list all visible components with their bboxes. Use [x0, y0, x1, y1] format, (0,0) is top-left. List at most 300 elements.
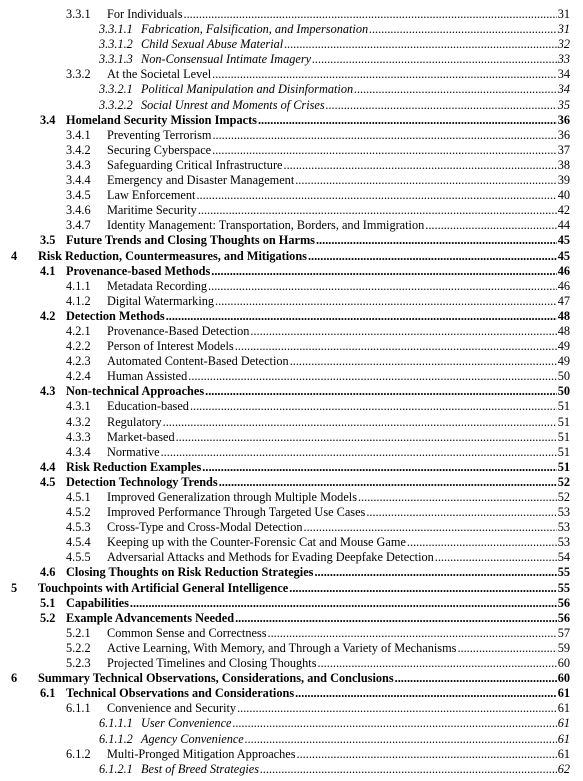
toc-title-leader [141, 82, 570, 97]
toc-dot-leader [304, 520, 570, 535]
toc-section-number: 6.1.2 [66, 746, 91, 761]
toc-title[interactable]: Technical Observations and Considerations [66, 686, 295, 701]
toc-page-number: 56 [557, 610, 570, 625]
toc-page-number: 33 [557, 52, 570, 67]
toc-page-number: 61 [557, 731, 570, 746]
toc-title[interactable]: Maritime Security [107, 203, 197, 218]
toc-title-leader [66, 686, 570, 701]
toc-entry[interactable] [0, 415, 583, 430]
toc-title[interactable]: Risk Reduction, Countermeasures, and Mitigations [38, 248, 307, 263]
toc-section-number: 5.2.3 [66, 656, 91, 671]
toc-title[interactable]: Normative [107, 444, 160, 459]
toc-title-leader [107, 550, 570, 565]
toc-title-leader [107, 294, 570, 309]
toc-entry[interactable] [0, 535, 583, 550]
toc-entry[interactable] [0, 505, 583, 520]
toc-dot-leader [326, 98, 570, 113]
toc-entry[interactable] [0, 22, 583, 37]
toc-section-number: 3.3.1.1 [99, 22, 133, 37]
toc-section-number: 4.5.3 [66, 520, 91, 535]
toc-dot-leader [395, 671, 570, 686]
toc-section-number: 6.1.1.2 [99, 731, 133, 746]
toc-title[interactable]: Market-based [107, 429, 175, 444]
toc-dot-leader [235, 339, 570, 354]
toc-page-number: 60 [557, 671, 570, 686]
toc-page-number: 49 [557, 339, 570, 354]
toc-title[interactable]: Automated Content-Based Detection [107, 354, 289, 369]
toc-entry[interactable] [0, 747, 583, 762]
toc-title[interactable]: Homeland Security Mission Impacts [66, 112, 257, 127]
toc-dot-leader [211, 264, 570, 279]
toc-dot-leader [407, 535, 570, 550]
toc-section-number: 4.3.2 [66, 414, 91, 429]
toc-page-number: 37 [557, 142, 570, 157]
toc-title[interactable]: Best of Breed Strategies [141, 761, 260, 776]
toc-title-leader [107, 143, 570, 158]
toc-title-leader [107, 747, 570, 762]
toc-entry[interactable] [0, 611, 583, 626]
toc-title-leader [66, 264, 570, 279]
toc-page-number: 55 [557, 580, 570, 595]
toc-title-leader [141, 716, 570, 731]
toc-title-leader [141, 22, 570, 37]
toc-section-number: 4.2 [40, 308, 56, 323]
toc-dot-leader [457, 641, 570, 656]
toc-title-leader [66, 565, 570, 580]
toc-title-leader [66, 384, 570, 399]
toc-page-number: 61 [557, 716, 570, 731]
toc-title[interactable]: Identity Management: Transportation, Borders, and Immigration [107, 218, 425, 233]
toc-dot-leader [130, 596, 570, 611]
toc-dot-leader [284, 158, 570, 173]
toc-page-number: 52 [557, 474, 570, 489]
toc-section-number: 4 [11, 248, 18, 263]
toc-entry[interactable] [0, 490, 583, 505]
toc-title-leader [66, 596, 570, 611]
toc-title[interactable]: Future Trends and Closing Thoughts on Harms [66, 233, 315, 248]
toc-title[interactable]: Projected Timelines and Closing Thoughts [107, 656, 317, 671]
toc-page-number: 59 [557, 640, 570, 655]
toc-title[interactable]: Person of Interest Models [107, 339, 234, 354]
toc-entry[interactable] [0, 671, 583, 686]
toc-dot-leader [250, 324, 570, 339]
toc-title-leader [66, 309, 570, 324]
toc-title[interactable]: Digital Watermarking [107, 293, 215, 308]
toc-entry[interactable] [0, 641, 583, 656]
toc-dot-leader [354, 82, 570, 97]
toc-title-leader [107, 490, 570, 505]
toc-entry[interactable] [0, 67, 583, 82]
toc-section-number: 6.1 [40, 686, 56, 701]
toc-section-number: 4.2.2 [66, 339, 91, 354]
toc-section-number: 4.3.3 [66, 429, 91, 444]
toc-entry[interactable] [0, 294, 583, 309]
toc-entry[interactable] [0, 233, 583, 248]
toc-dot-leader [196, 188, 570, 203]
toc-title-leader [107, 173, 570, 188]
toc-entry[interactable] [0, 82, 583, 97]
toc-entry[interactable] [0, 218, 583, 233]
toc-title[interactable]: Securing Cyberspace [107, 142, 212, 157]
toc-title-leader [107, 7, 570, 22]
toc-dot-leader [212, 128, 570, 143]
toc-dot-leader [245, 732, 570, 747]
toc-page-number: 52 [557, 490, 570, 504]
toc-entry[interactable] [0, 339, 583, 354]
toc-entry[interactable] [0, 264, 583, 279]
toc-title[interactable]: Closing Thoughts on Risk Reduction Strategies [66, 565, 314, 580]
toc-section-number: 3.3.2.1 [99, 82, 133, 97]
toc-title-leader [141, 52, 570, 67]
toc-title[interactable]: Detection Technology Trends [66, 474, 218, 489]
toc-title-leader [66, 475, 570, 490]
toc-section-number: 3.3.1.3 [99, 52, 133, 67]
toc-title[interactable]: Improved Generalization through Multiple Models [107, 490, 357, 504]
toc-page-number: 31 [557, 7, 570, 21]
toc-section-number: 4.3.1 [66, 399, 91, 414]
toc-section-number: 4.1.1 [66, 278, 91, 293]
toc-page-number: 51 [557, 444, 570, 459]
toc-dot-leader [289, 581, 570, 596]
toc-title[interactable]: Provenance-Based Detection [107, 323, 250, 338]
toc-dot-leader [188, 369, 570, 384]
toc-page-number: 53 [557, 520, 570, 535]
toc-title-leader [107, 369, 570, 384]
toc-title-leader [107, 641, 570, 656]
toc-section-number: 3.4.5 [66, 188, 91, 203]
toc-title[interactable]: Capabilities [66, 595, 129, 610]
toc-dot-leader [308, 249, 570, 264]
toc-section-number: 3.4.2 [66, 142, 91, 157]
toc-title[interactable]: Political Manipulation and Disinformation [141, 82, 354, 97]
toc-entry[interactable] [0, 143, 583, 158]
toc-dot-leader [297, 747, 570, 762]
toc-section-number: 4.3 [40, 384, 56, 399]
toc-section-number: 4.5.1 [66, 490, 91, 504]
toc-section-number: 4.6 [40, 565, 56, 580]
toc-section-number: 6 [11, 671, 18, 686]
toc-section-number: 6.1.2.1 [99, 761, 133, 776]
toc-title[interactable]: Non-technical Approaches [66, 384, 205, 399]
toc-page-number: 45 [557, 248, 570, 263]
toc-section-number: 3.3.2.2 [99, 97, 133, 112]
toc-title-leader [141, 732, 570, 747]
toc-dot-leader [190, 399, 570, 414]
toc-title[interactable]: Preventing Terrorism [107, 127, 212, 142]
toc-entry[interactable] [0, 354, 583, 369]
toc-title[interactable]: Keeping up with the Counter-Forensic Cat and Mouse Game [107, 535, 406, 550]
toc-title[interactable]: Regulatory [107, 414, 162, 429]
toc-dot-leader [312, 52, 570, 67]
toc-entry[interactable] [0, 399, 583, 414]
toc-page-number: 60 [557, 656, 570, 671]
toc-dot-leader [161, 445, 570, 460]
toc-section-number: 5.1 [40, 595, 56, 610]
toc-page-number: 36 [557, 127, 570, 142]
toc-page-number: 51 [557, 429, 570, 444]
toc-title-leader [107, 520, 570, 535]
toc-entry[interactable] [0, 445, 583, 460]
toc-section-number: 3.4 [40, 112, 56, 127]
toc-page-number: 55 [557, 565, 570, 580]
toc-page-number: 45 [557, 233, 570, 248]
toc-page-number: 51 [557, 399, 570, 414]
toc-page-number: 40 [557, 188, 570, 203]
toc-section-number: 5 [11, 580, 18, 595]
toc-title-leader [66, 460, 570, 475]
toc-page-number: 62 [557, 761, 570, 776]
toc-title-leader [38, 671, 570, 686]
toc-entry[interactable] [0, 309, 583, 324]
toc-page-number: 53 [557, 535, 570, 550]
toc-title-leader [38, 249, 570, 264]
toc-page-number: 48 [557, 323, 570, 338]
toc-title[interactable]: Touchpoints with Artificial General Intelligence [38, 580, 289, 595]
toc-entry[interactable] [0, 324, 583, 339]
toc-section-number: 3.4.7 [66, 218, 91, 233]
toc-section-number: 6.1.1.1 [99, 716, 133, 731]
toc-entry[interactable] [0, 475, 583, 490]
toc-dot-leader [260, 762, 570, 777]
toc-dot-leader [198, 203, 570, 218]
toc-title[interactable]: Active Learning, With Memory, and Through a Variety of Mechanisms [107, 640, 457, 655]
toc-section-number: 4.2.3 [66, 354, 91, 369]
toc-dot-leader [425, 218, 570, 233]
toc-dot-leader [268, 626, 571, 641]
table-of-contents [0, 7, 583, 777]
toc-page-number: 57 [557, 625, 570, 640]
toc-title[interactable]: Agency Convenience [141, 731, 244, 746]
toc-page-number: 61 [557, 746, 570, 761]
toc-section-number: 3.4.6 [66, 203, 91, 218]
toc-title-leader [107, 505, 570, 520]
toc-entry[interactable] [0, 460, 583, 475]
toc-dot-leader [258, 113, 570, 128]
toc-title-leader [107, 626, 570, 641]
toc-title-leader [107, 399, 570, 414]
toc-page-number: 47 [557, 293, 570, 308]
toc-title-leader [141, 762, 570, 777]
toc-title-leader [107, 158, 570, 173]
toc-title[interactable]: Child Sexual Abuse Material [141, 37, 284, 52]
toc-dot-leader [176, 430, 570, 445]
toc-section-number: 3.4.1 [66, 127, 91, 142]
toc-page-number: 34 [557, 67, 570, 82]
toc-section-number: 3.3.1 [66, 7, 91, 21]
toc-section-number: 4.5.4 [66, 535, 91, 550]
toc-title-leader [107, 128, 570, 143]
toc-title[interactable]: Metadata Recording [107, 278, 208, 293]
toc-dot-leader [212, 143, 570, 158]
toc-section-number: 3.3.1.2 [99, 37, 133, 52]
toc-dot-leader [284, 37, 570, 52]
toc-title[interactable]: Human Assisted [107, 369, 188, 384]
toc-title-leader [107, 701, 570, 716]
toc-title[interactable]: Social Unrest and Moments of Crises [141, 97, 325, 112]
toc-entry[interactable] [0, 128, 583, 143]
toc-section-number: 3.4.3 [66, 157, 91, 172]
toc-title[interactable]: Cross-Type and Cross-Modal Detection [107, 520, 303, 535]
toc-dot-leader [235, 611, 570, 626]
toc-entry[interactable] [0, 520, 583, 535]
toc-dot-leader [184, 7, 571, 22]
toc-title[interactable]: Example Advancements Needed [66, 610, 235, 625]
toc-title[interactable]: Convenience and Security [107, 701, 237, 716]
toc-entry[interactable] [0, 686, 583, 701]
toc-entry[interactable] [0, 581, 583, 596]
toc-dot-leader [295, 686, 570, 701]
toc-section-number: 5.2.1 [66, 625, 91, 640]
toc-dot-leader [233, 716, 571, 731]
toc-entry[interactable] [0, 701, 583, 716]
toc-dot-leader [205, 384, 570, 399]
toc-dot-leader [290, 354, 570, 369]
toc-entry[interactable] [0, 762, 583, 777]
toc-title-leader [107, 339, 570, 354]
toc-page-number: 50 [557, 369, 570, 384]
toc-entry[interactable] [0, 384, 583, 399]
toc-title[interactable]: Common Sense and Correctness [107, 625, 267, 640]
toc-dot-leader [318, 656, 570, 671]
toc-title-leader [66, 233, 570, 248]
toc-entry[interactable] [0, 158, 583, 173]
toc-dot-leader [219, 475, 570, 490]
toc-title[interactable]: Summary Technical Observations, Considerations, and Conclusions [38, 671, 394, 686]
toc-entry[interactable] [0, 249, 583, 264]
toc-section-number: 4.1 [40, 263, 56, 278]
toc-entry[interactable] [0, 565, 583, 580]
toc-entry[interactable] [0, 203, 583, 218]
toc-page-number: 50 [557, 384, 570, 399]
toc-dot-leader [369, 22, 570, 37]
toc-entry[interactable] [0, 369, 583, 384]
toc-title[interactable]: Risk Reduction Examples [66, 459, 202, 474]
toc-title[interactable]: User Convenience [141, 716, 232, 731]
toc-section-number: 6.1.1 [66, 701, 91, 716]
toc-dot-leader [215, 294, 570, 309]
toc-title-leader [38, 581, 570, 596]
toc-page-number: 48 [557, 308, 570, 323]
toc-entry[interactable] [0, 430, 583, 445]
toc-title-leader [107, 324, 570, 339]
toc-title[interactable]: For Individuals [107, 7, 183, 21]
toc-title[interactable]: Improved Performance Through Targeted Use Cases [107, 505, 366, 520]
toc-section-number: 5.2.2 [66, 640, 91, 655]
toc-page-number: 38 [557, 157, 570, 172]
toc-title-leader [107, 203, 570, 218]
toc-title[interactable]: Provenance-based Methods [66, 263, 211, 278]
toc-title-leader [107, 445, 570, 460]
toc-dot-leader [314, 565, 570, 580]
toc-entry[interactable] [0, 279, 583, 294]
toc-title-leader [107, 354, 570, 369]
toc-page-number: 32 [557, 37, 570, 52]
toc-page-number: 51 [557, 459, 570, 474]
toc-entry[interactable] [0, 626, 583, 641]
toc-entry[interactable] [0, 37, 583, 52]
toc-title-leader [107, 656, 570, 671]
toc-entry[interactable] [0, 732, 583, 747]
toc-title[interactable]: Detection Methods [66, 308, 165, 323]
toc-entry[interactable] [0, 550, 583, 565]
toc-dot-leader [166, 309, 570, 324]
toc-section-number: 4.2.4 [66, 369, 91, 384]
toc-title-leader [107, 188, 570, 203]
toc-page-number: 42 [557, 203, 570, 218]
toc-section-number: 4.5.2 [66, 505, 91, 520]
toc-section-number: 4.2.1 [66, 323, 91, 338]
toc-dot-leader [237, 701, 570, 716]
toc-entry[interactable] [0, 716, 583, 731]
toc-entry[interactable] [0, 596, 583, 611]
toc-dot-leader [358, 490, 570, 505]
toc-title-leader [107, 279, 570, 294]
toc-page-number: 31 [557, 22, 570, 37]
toc-page-number: 46 [557, 263, 570, 278]
toc-entry[interactable] [0, 52, 583, 67]
toc-page-number: 44 [557, 218, 570, 233]
toc-entry[interactable] [0, 188, 583, 203]
toc-title-leader [107, 415, 570, 430]
toc-title[interactable]: Adversarial Attacks and Methods for Evading Deepfake Detection [107, 550, 434, 565]
toc-section-number: 4.1.2 [66, 293, 91, 308]
toc-page-number: 36 [557, 112, 570, 127]
toc-title[interactable]: Multi-Pronged Mitigation Approaches [107, 746, 296, 761]
toc-page-number: 39 [557, 173, 570, 188]
toc-title[interactable]: Fabrication, Falsification, and Impersonation [141, 22, 369, 37]
toc-entry[interactable] [0, 173, 583, 188]
toc-title-leader [66, 113, 570, 128]
toc-page-number: 34 [557, 82, 570, 97]
toc-entry[interactable] [0, 656, 583, 671]
toc-dot-leader [316, 233, 570, 248]
toc-section-number: 3.4.4 [66, 173, 91, 188]
toc-page-number: 56 [557, 595, 570, 610]
toc-title-leader [107, 535, 570, 550]
toc-page-number: 54 [557, 550, 570, 565]
toc-page-number: 61 [557, 701, 570, 716]
toc-entry[interactable] [0, 113, 583, 128]
toc-dot-leader [212, 67, 570, 82]
toc-page-number: 61 [557, 686, 570, 701]
toc-page-number: 51 [557, 414, 570, 429]
toc-section-number: 4.5 [40, 474, 56, 489]
toc-entry[interactable] [0, 7, 583, 22]
toc-entry[interactable] [0, 98, 583, 113]
toc-page-number: 46 [557, 278, 570, 293]
toc-page-number: 53 [557, 505, 570, 520]
toc-title[interactable]: At the Societal Level [107, 67, 212, 82]
toc-page-number: 35 [557, 97, 570, 112]
toc-page-number: 49 [557, 354, 570, 369]
toc-section-number: 4.5.5 [66, 550, 91, 565]
toc-title-leader [107, 430, 570, 445]
toc-title[interactable]: Law Enforcement [107, 188, 196, 203]
toc-title-leader [66, 611, 570, 626]
toc-title-leader [107, 67, 570, 82]
toc-dot-leader [435, 550, 570, 565]
toc-title[interactable]: Education-based [107, 399, 189, 414]
toc-section-number: 3.5 [40, 233, 56, 248]
toc-title[interactable]: Non-Consensual Intimate Imagery [141, 52, 312, 67]
toc-section-number: 4.4 [40, 459, 56, 474]
toc-title[interactable]: Emergency and Disaster Management [107, 173, 295, 188]
toc-section-number: 3.3.2 [66, 67, 91, 82]
toc-dot-leader [208, 279, 570, 294]
toc-title[interactable]: Safeguarding Critical Infrastructure [107, 157, 283, 172]
toc-title-leader [141, 37, 570, 52]
toc-dot-leader [295, 173, 570, 188]
